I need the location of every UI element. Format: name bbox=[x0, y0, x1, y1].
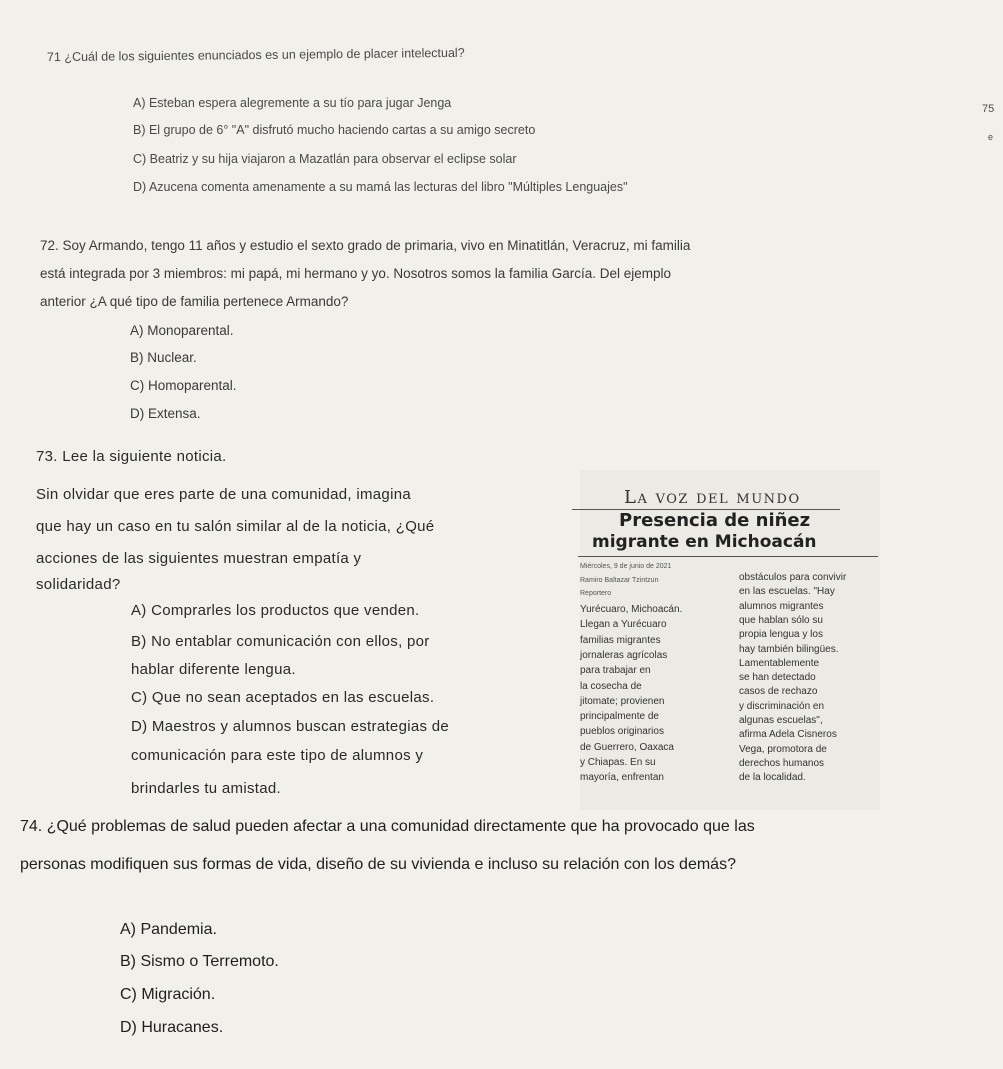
q71-option-a: A) Esteban espera alegremente a su tío para jugar Jenga bbox=[133, 96, 452, 110]
news-col1-line: de Guerrero, Oaxaca bbox=[580, 741, 674, 753]
news-col1-line: jornaleras agrícolas bbox=[580, 649, 668, 661]
news-col2-line: Lamentablemente bbox=[739, 657, 820, 669]
news-masthead: La voz del mundo bbox=[624, 487, 801, 508]
news-col2-line: afirma Adela Cisneros bbox=[739, 729, 837, 741]
news-col1-line: familias migrantes bbox=[580, 634, 661, 646]
news-col1-line: mayoría, enfrentan bbox=[580, 772, 664, 784]
q72-line-2: está integrada por 3 miembros: mi papá, mi hermano y yo. Nosotros somos la familia García. Del ejemplo bbox=[40, 266, 672, 281]
q74-option-d: D) Huracanes. bbox=[120, 1019, 224, 1036]
news-date: Miércoles, 9 de junio de 2021 bbox=[580, 563, 672, 570]
q72-option-d: D) Extensa. bbox=[130, 406, 201, 421]
q71-option-d: D) Azucena comenta amenamente a su mamá las lecturas del libro "Múltiples Lenguajes" bbox=[133, 180, 628, 194]
news-col2-line: algunas escuelas", bbox=[739, 715, 823, 726]
q73-prompt-line-2: que hay un caso en tu salón similar al de la noticia, ¿Qué bbox=[36, 518, 435, 535]
q74-option-a: A) Pandemia. bbox=[120, 921, 217, 938]
q73-option-d-cont-2: brindarles tu amistad. bbox=[131, 780, 282, 797]
q74-line-1: 74. ¿Qué problemas de salud pueden afectar a una comunidad directamente que ha provocado que las bbox=[20, 818, 755, 835]
q71-margin-number: 75 bbox=[982, 103, 995, 115]
news-col1-line: Yurécuaro, Michoacán. bbox=[580, 604, 683, 615]
news-author: Ramiro Baltazar Tzintzun bbox=[580, 577, 659, 584]
q72-option-b: B) Nuclear. bbox=[130, 350, 197, 365]
news-col2-line: hay también bilingües. bbox=[739, 643, 839, 655]
q72-line-3: anterior ¿A qué tipo de familia pertenece Armando? bbox=[40, 294, 349, 309]
news-col2-line: y discriminación en bbox=[739, 700, 825, 712]
news-col1-line: principalmente de bbox=[580, 711, 659, 723]
news-col2-line: que hablan sólo su bbox=[739, 614, 823, 626]
news-headline-rule bbox=[578, 556, 878, 557]
q72-option-c: C) Homoparental. bbox=[130, 378, 237, 393]
q73-prompt-line-3: acciones de las siguientes muestran empatía y bbox=[36, 550, 362, 567]
news-headline-2: migrante en Michoacán bbox=[592, 532, 817, 552]
news-col1-line: para trabajar en bbox=[580, 665, 651, 677]
news-col1-line: la cosecha de bbox=[580, 680, 642, 692]
news-col1-line: jitomate; provienen bbox=[580, 695, 665, 707]
news-col2-line: alumnos migrantes bbox=[739, 600, 824, 612]
q73-option-d-cont-1: comunicación para este tipo de alumnos y bbox=[131, 747, 424, 764]
q71-option-b: B) El grupo de 6° "A" disfrutó mucho haciendo cartas a su amigo secreto bbox=[133, 123, 536, 137]
q73-prompt-line-1: Sin olvidar que eres parte de una comunidad, imagina bbox=[36, 486, 411, 503]
q72-option-a: A) Monoparental. bbox=[130, 323, 234, 338]
news-col2-line: se han detectado bbox=[739, 672, 816, 684]
news-col2-line: en las escuelas. "Hay bbox=[739, 586, 835, 598]
q73-option-a: A) Comprarles los productos que venden. bbox=[131, 602, 420, 619]
news-col2-line: propia lengua y los bbox=[739, 629, 823, 641]
q74-option-b: B) Sismo o Terremoto. bbox=[120, 953, 279, 970]
news-col2-line: de la localidad. bbox=[739, 772, 806, 784]
news-col1-line: y Chiapas. En su bbox=[580, 757, 656, 768]
q73-option-c: C) Que no sean aceptados en las escuelas. bbox=[131, 689, 435, 706]
q74-option-c: C) Migración. bbox=[120, 986, 216, 1003]
news-col2-line: obstáculos para convivir bbox=[739, 572, 847, 583]
q71-question: 71 ¿Cuál de los siguientes enunciados es un ejemplo de placer intelectual? bbox=[46, 45, 465, 65]
news-col1-line: Llegan a Yurécuaro bbox=[580, 619, 667, 631]
q73-option-b: B) No entablar comunicación con ellos, por bbox=[131, 633, 430, 650]
news-col2-line: casos de rechazo bbox=[739, 686, 818, 698]
news-author-role: Reportero bbox=[580, 590, 612, 597]
q74-line-2: personas modifiquen sus formas de vida, diseño de su vivienda e incluso su relación con los demás? bbox=[20, 856, 736, 873]
q71-option-c: C) Beatriz y su hija viajaron a Mazatlán para observar el eclipse solar bbox=[133, 152, 517, 166]
q71-margin-letter: e bbox=[988, 132, 994, 142]
q73-option-d: D) Maestros y alumnos buscan estrategias de bbox=[131, 718, 450, 735]
q73-prompt-line-4: solidaridad? bbox=[36, 576, 121, 593]
news-headline-1: Presencia de niñez bbox=[619, 510, 811, 531]
q73-option-b-cont: hablar diferente lengua. bbox=[131, 661, 296, 678]
news-col2-line: derechos humanos bbox=[739, 757, 825, 769]
q73-title: 73. Lee la siguiente noticia. bbox=[36, 448, 227, 465]
news-col2-line: Vega, promotora de bbox=[739, 743, 827, 755]
news-col1-line: pueblos originarios bbox=[580, 726, 664, 738]
q72-line-1: 72. Soy Armando, tengo 11 años y estudio el sexto grado de primaria, vivo en Minatitlán, Veracruz, mi familia bbox=[40, 238, 691, 253]
